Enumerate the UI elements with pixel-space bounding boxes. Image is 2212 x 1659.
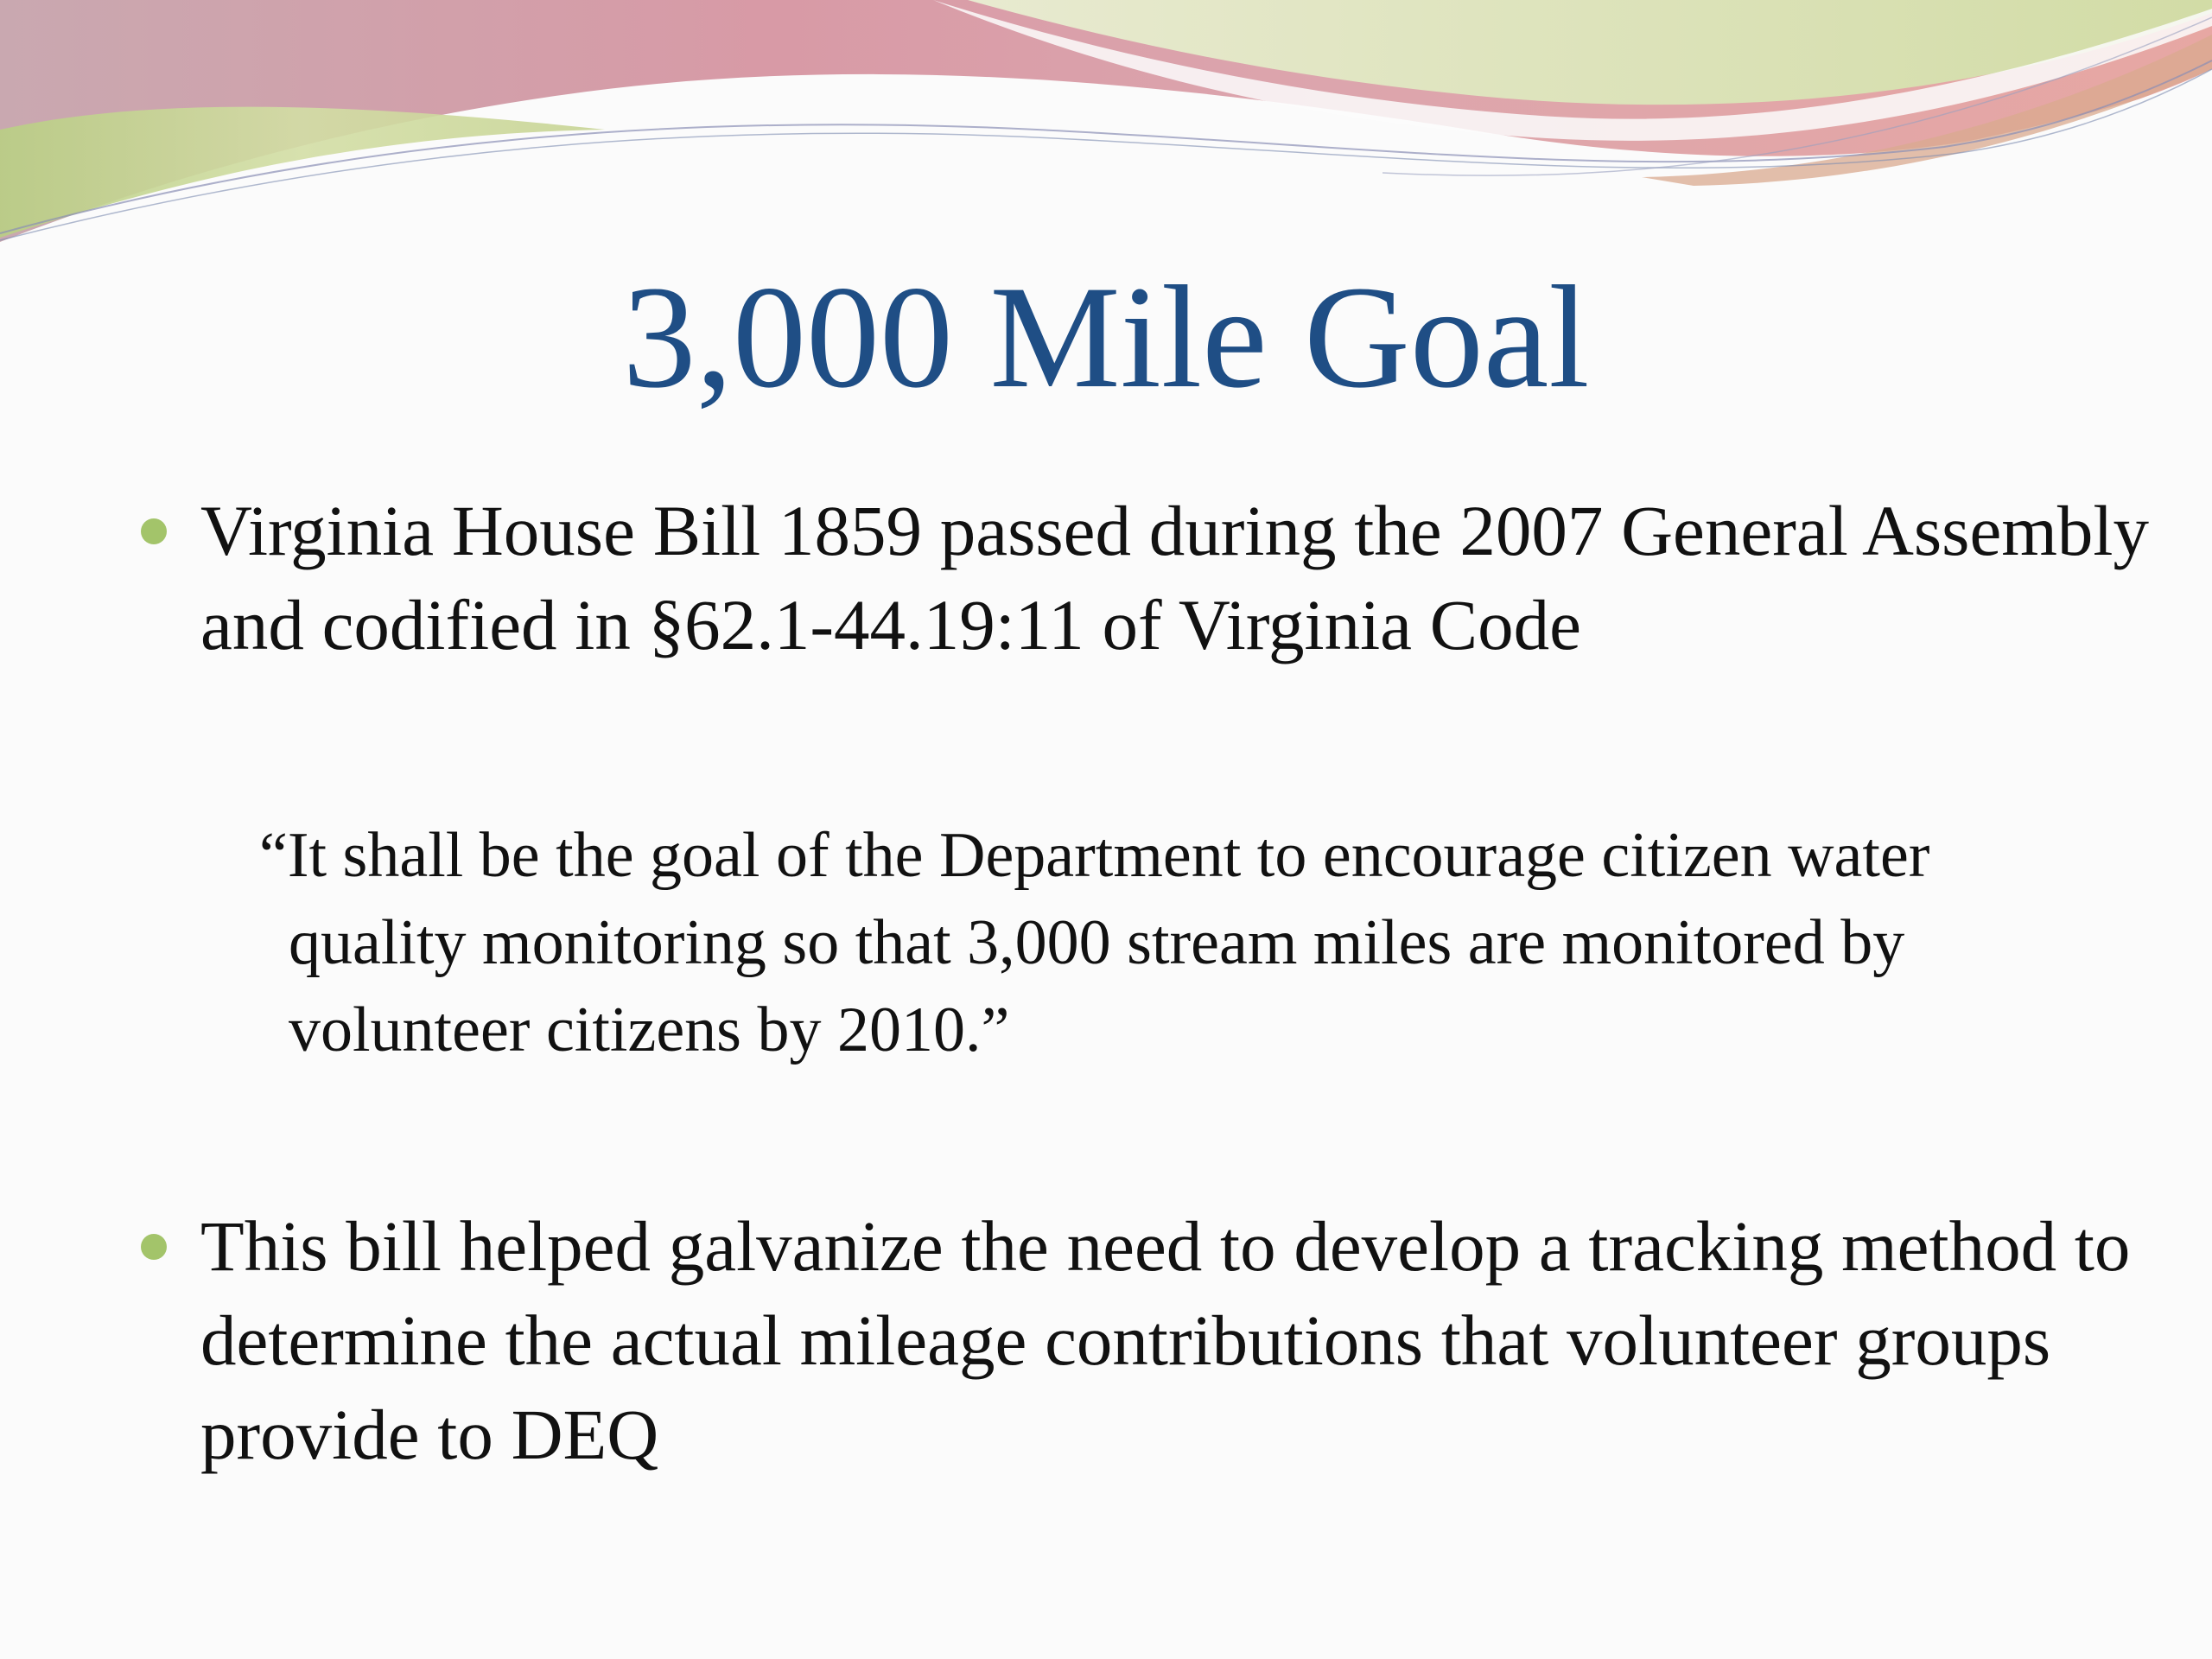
- bullet-dot-icon: [141, 1234, 167, 1260]
- bullet-text-tracking-method: This bill helped galvanize the need to develop a tracking method to determine the actual mileage contributions that volunteer groups provide to DEQ: [200, 1206, 2131, 1474]
- bullet-text-house-bill: Virginia House Bill 1859 passed during the 2007 General Assembly and codified in §62.1-44.19:11 of Virginia Code: [200, 491, 2149, 664]
- header-wave-decoration: [0, 0, 2212, 276]
- quote-text: “It shall be the goal of the Department to encourage citizen water quality monitoring so that 3,000 stream miles are monitored by volunteer citizens by 2010.”: [259, 820, 1930, 1065]
- slide-title: 3,000 Mile Goal: [622, 256, 1590, 418]
- bullet-dot-icon: [141, 518, 167, 544]
